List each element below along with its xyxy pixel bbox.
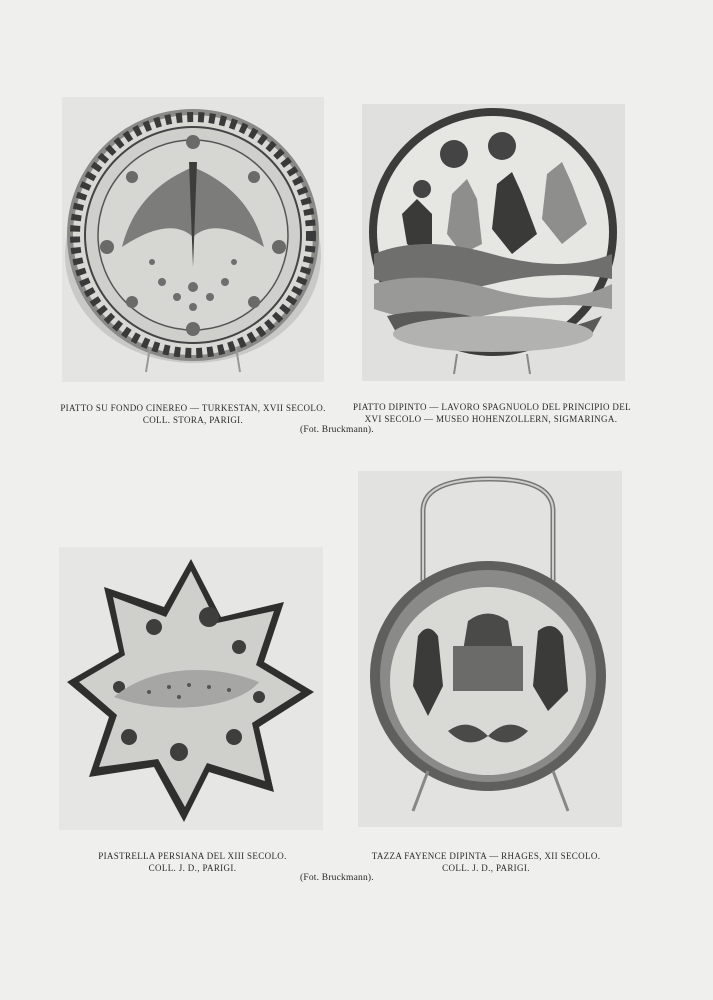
caption-line: COLL. STORA, PARIGI. bbox=[142, 415, 244, 425]
photo-credit: (Fot. Bruckmann). bbox=[300, 873, 374, 883]
photo-star-tile bbox=[59, 547, 323, 830]
deer-plate-illustration bbox=[362, 104, 625, 381]
caption-peacock-plate bbox=[58, 402, 328, 426]
peacock-plate-illustration bbox=[62, 97, 324, 382]
caption-line: TAZZA FAYENCE DIPINTA — RHAGES, XII SECOLO. bbox=[371, 851, 601, 861]
caption-line: COLL. J. D., PARIGI. bbox=[442, 863, 530, 873]
caption-line: PIASTRELLA PERSIANA DEL XIII SECOLO. bbox=[98, 851, 287, 861]
caption-line: COLL. J. D., PARIGI. bbox=[148, 863, 237, 873]
caption-rhages-bowl bbox=[362, 850, 610, 874]
caption-star-tile bbox=[80, 850, 305, 874]
photo-deer-plate bbox=[362, 104, 625, 381]
caption-line: PIATTO DIPINTO — LAVORO SPAGNUOLO DEL PRINCIPIO DEL bbox=[353, 402, 631, 412]
caption-line: XVI SECOLO — MUSEO HOHENZOLLERN, SIGMARINGA. bbox=[364, 414, 618, 424]
photo-credit: (Fot. Bruckmann). bbox=[300, 425, 374, 435]
caption-line: PIATTO SU FONDO CINEREO — TURKESTAN, XVII SECOLO. bbox=[60, 403, 326, 413]
photo-rhages-bowl bbox=[358, 471, 622, 827]
star-tile-illustration bbox=[59, 547, 323, 830]
caption-deer-plate bbox=[353, 401, 629, 425]
photo-peacock-plate bbox=[62, 97, 324, 382]
rhages-bowl-illustration bbox=[358, 471, 622, 827]
